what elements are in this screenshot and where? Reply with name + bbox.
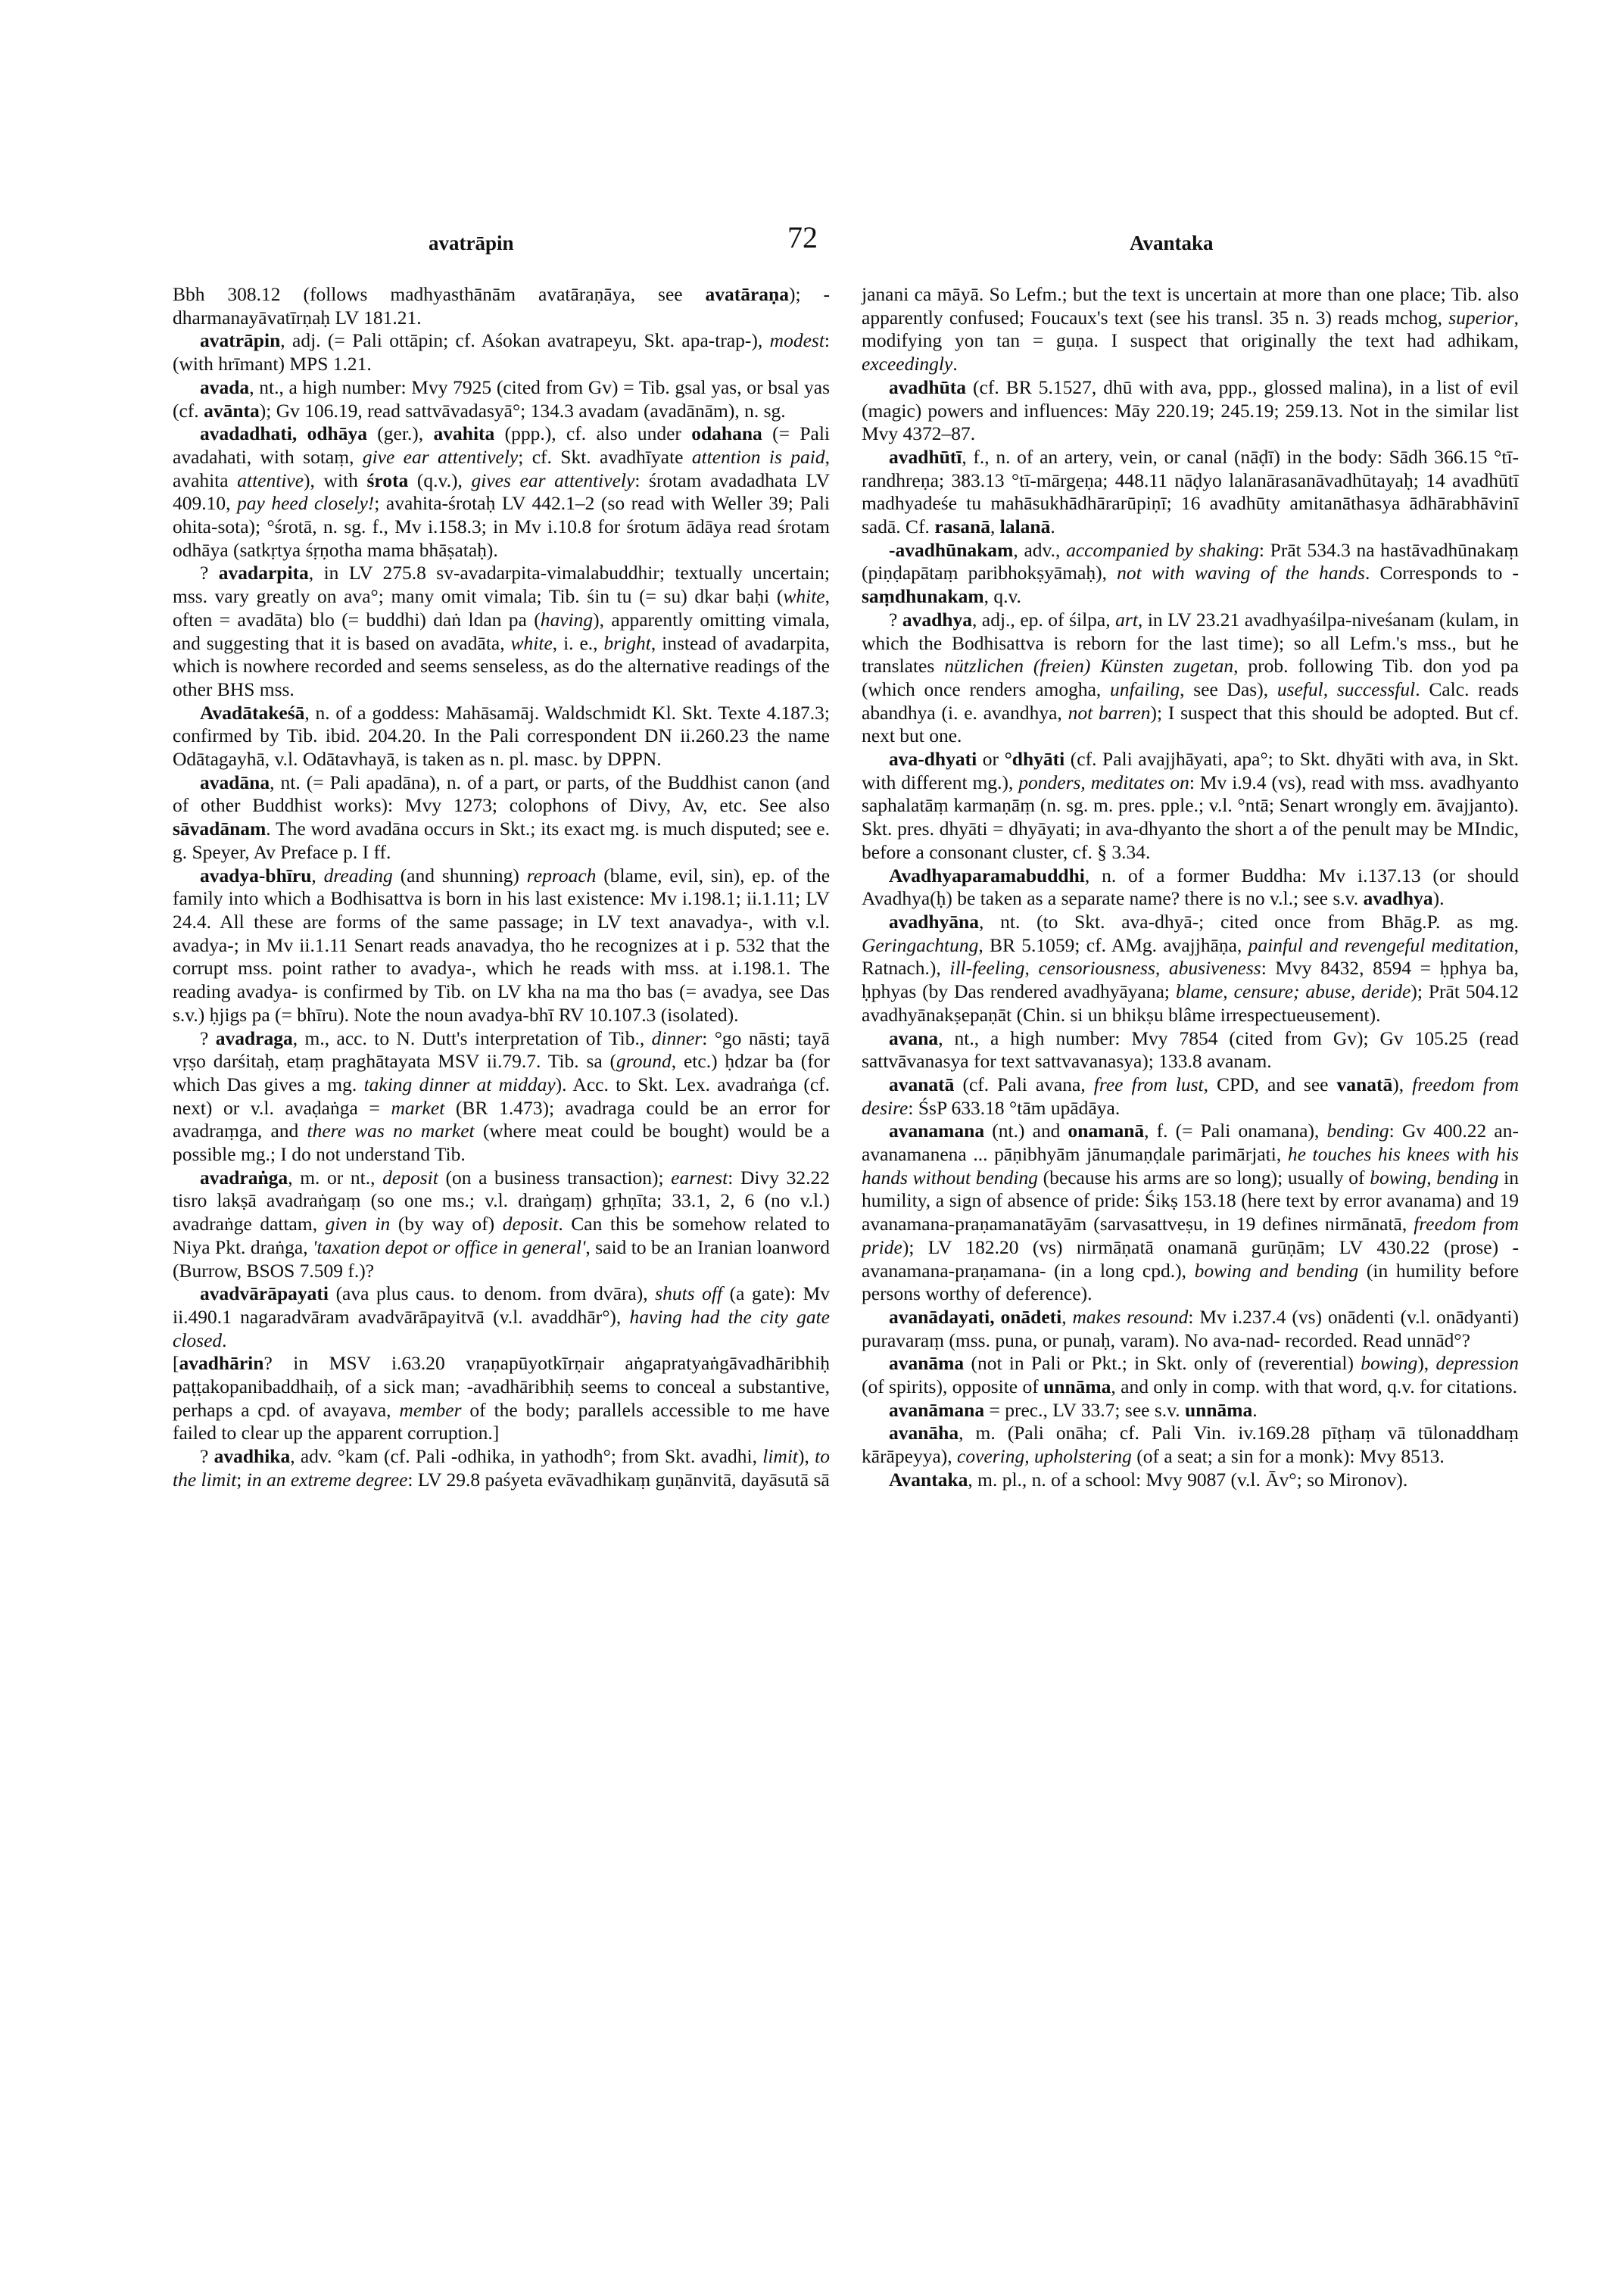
headword: avadya-bhīru <box>200 864 312 886</box>
entry-text: , nt. (to Skt. ava-dhyā-; cited once from Bhāg.P. as mg. <box>979 910 1519 933</box>
gloss-italic: accompanied by shaking <box>1066 538 1259 561</box>
entry-text: . Corresponds to <box>1364 562 1513 584</box>
entry-text: (by way of) <box>390 1213 503 1235</box>
entry-text: (of a seat; a sin for a monk): Mvy 8513. <box>1131 1445 1445 1468</box>
headword: avadhārin <box>179 1352 264 1375</box>
gloss-italic: to the limit <box>173 1445 830 1491</box>
dictionary-entry <box>862 865 1519 911</box>
entry-text: (cf. Pali avana, <box>954 1073 1094 1095</box>
gloss-italic: reproach <box>526 864 597 886</box>
headword: avanāma <box>889 1352 965 1375</box>
dictionary-entry <box>862 1027 1519 1073</box>
headword: lalanā <box>999 516 1051 538</box>
gloss-italic: having <box>540 608 594 631</box>
entry-text: . Calc. reads abandhya (i. e. avandhya, <box>862 678 1519 724</box>
gloss-italic: depression <box>1435 1352 1519 1375</box>
header-first-headword: avatrāpin <box>429 232 514 254</box>
gloss-italic: give ear attentively <box>362 445 519 468</box>
headword: vanatā <box>1336 1073 1393 1095</box>
gloss-italic: attentive <box>237 469 304 491</box>
entry-text: , <box>311 864 324 886</box>
headword: Avadātakeśā <box>200 701 305 724</box>
headword: avana <box>889 1027 939 1049</box>
gloss-italic: bright <box>603 631 651 654</box>
gloss-italic: shuts off <box>655 1282 723 1305</box>
entry-text: , i. e., <box>552 631 604 654</box>
entry-text: ); Prāt 504.12 avadhyānakṣepaṇāt (Chin. si un bhikṣu blâme irrespectueusement). <box>862 980 1519 1026</box>
entry-text: , see Das), <box>1180 678 1277 700</box>
entry-text: , modifying yon tan = guṇa. I suspect that originally the text had adhikam, <box>862 306 1519 352</box>
dictionary-entry <box>173 865 830 1027</box>
headword: unnāma <box>1043 1375 1111 1398</box>
headword: °dhyāti <box>1004 748 1065 771</box>
entry-text: ), apparently omitting vimala, and suggesting that it is based on avadāta, <box>173 608 830 654</box>
left-column <box>173 283 830 1492</box>
dictionary-entry <box>862 446 1519 539</box>
gloss-italic: dreading <box>323 864 393 886</box>
entry-text: , prob. following Tib. don yod pa (which once renders amogha, <box>862 655 1519 700</box>
gloss-italic: ponders, meditates on <box>1018 771 1189 793</box>
headword: avadhya <box>902 608 972 631</box>
entry-text: (= Pali avadahati, with sotaṃ, <box>173 422 831 468</box>
dictionary-entry <box>862 911 1519 1027</box>
entry-text: : Divy 32.22 tisro lakṣā avadraṅgaṃ (so one ms.; v.l. draṅgaṃ) gṛhṇīta; 33.1, 2, 6 (no v.l.) avadraṅge dattam, <box>173 1166 830 1235</box>
entry-text: : Gv 400.22 an-avanamanena ... pāṇibhyām jānumaṇḍale parimārjati, <box>862 1120 1519 1166</box>
headword: avadhya <box>1363 887 1433 910</box>
dictionary-entry <box>173 422 830 562</box>
entry-text: , in LV 23.21 avadhyaśilpa-niveśanam (kulam, in which the Bodhisattva is reborn for the last time); so all Lefm.'s mss., but he translates <box>862 608 1519 678</box>
entry-text: ), <box>798 1445 815 1468</box>
running-header <box>0 220 1624 265</box>
dictionary-entry <box>862 376 1519 446</box>
entry-text: (cf. BR 5.1527, dhū with ava, ppp., glossed malina), in a list of evil (magic) powers and influences: Māy 220.19; 245.19; 259.13. Not in the similar list Mvy 4372–87. <box>862 375 1519 445</box>
entry-text: (nt.) and <box>984 1120 1068 1142</box>
entry-text: : Mv i.237.4 (vs) onādenti (v.l. onādyanti) puravaraṃ (mss. puna, or punaḥ, varam). No ava-nad- recorded. Read unnād°? <box>862 1305 1520 1351</box>
headword: avanamana <box>889 1120 985 1142</box>
entry-text: ? <box>889 608 902 631</box>
entry-text: ); I suspect that this should be adopted. But cf. next but one. <box>862 701 1519 747</box>
dictionary-entry <box>862 1399 1519 1422</box>
headword: śrota <box>366 469 409 491</box>
entry-text: (where meat could be bought) would be a possible mg.; I do not understand Tib. <box>173 1120 830 1166</box>
entry-text: [ <box>173 1352 179 1375</box>
entry-text: , m. pl., n. of a school: Mvy 9087 (v.l. Āv°; so Mironov). <box>968 1468 1408 1491</box>
entry-text: (of spirits), opposite of <box>862 1375 1044 1398</box>
entry-text: : Mv i.9.4 (vs), read with mss. avadhyanto saphalatāṃ karmaṇāṃ (n. sg. m. pres. pple.; v.l. °ntā; Senart wrongly em. āvajjanto). Skt. pres. dhyāti = dhyāyati; in ava-dhyanto the short a of the penult may be MIndic, before a consonant cluster, cf. § 3.34. <box>862 771 1520 863</box>
gloss-italic: bowing and bending <box>1194 1259 1359 1282</box>
gloss-italic: attention is paid <box>691 445 825 468</box>
headword: avadraga <box>215 1027 293 1049</box>
headword: avanatā <box>889 1073 955 1095</box>
headword: avanāmana <box>889 1398 985 1421</box>
dictionary-entry <box>173 329 830 375</box>
entry-text: (because his arms are so long); usually of <box>1037 1166 1370 1189</box>
dictionary-entry <box>862 1120 1519 1306</box>
entry-text: ? in MSV i.63.20 vraṇapūyotkīrṇair aṅgapratyaṅgāvadhāribhiḥ paṭṭakopanibaddhaiḥ, of a sick man; -avadhāribhiḥ seems to conceal a substantive, perhaps a cpd. of avayava, <box>173 1352 830 1421</box>
headword: avadarpita <box>218 562 309 584</box>
gloss-italic: in an extreme degree <box>246 1468 408 1491</box>
entry-text: ); -dharmanayāvatīrṇaḥ LV 181.21. <box>173 283 830 329</box>
entry-text: , <box>990 516 1000 538</box>
headword: avadhūtī <box>889 445 962 468</box>
gloss-italic: makes resound <box>1072 1305 1189 1328</box>
entry-text: or <box>977 748 1005 771</box>
entry-text: , Ratnach.), <box>862 933 1519 980</box>
gloss-italic: art <box>1115 608 1138 631</box>
gloss-italic: there was no market <box>307 1120 475 1142</box>
gloss-italic: market <box>391 1096 445 1119</box>
dictionary-entry <box>173 376 830 422</box>
headword: avatrāpin <box>200 329 281 352</box>
gloss-italic: unfailing <box>1110 678 1180 700</box>
entry-text: , and only in comp. with that word, q.v. for citations. <box>1111 1375 1518 1398</box>
entry-text: , adv., <box>1013 538 1067 561</box>
entry-text: , nt. (= Pali apadāna), n. of a part, or parts, of the Buddhist canon (and of other Buddhist works): Mvy 1273; colophons of Divy, Av, etc. See also <box>173 771 830 817</box>
gloss-italic: covering, upholstering <box>957 1445 1132 1468</box>
entry-text: , adv. °kam (cf. Pali -odhika, in yathodh°; from Skt. avadhi, <box>290 1445 763 1468</box>
dictionary-entry <box>862 283 1519 376</box>
entry-text: . <box>222 1329 227 1351</box>
entry-text: : śrotam avadadhata LV 409.10, <box>173 469 830 515</box>
gloss-italic: free from lust <box>1093 1073 1204 1095</box>
headword: avānta <box>204 399 260 422</box>
entry-text: = prec., LV 33.7; see s.v. <box>984 1398 1185 1421</box>
headword: avadāna <box>200 771 270 793</box>
entry-text: . <box>952 353 958 375</box>
dictionary-entry <box>173 283 830 329</box>
gloss-italic: bowing, bending <box>1370 1166 1499 1189</box>
gloss-italic: nützlichen (freien) Künsten zugetan <box>944 655 1234 678</box>
entry-text: ); LV 182.20 (vs) nirmāṇatā onamanā gurūṇām; LV 430.22 (prose) -avanamana-praṇamana- (in a long cpd.), <box>862 1235 1519 1282</box>
dictionary-entry <box>862 1352 1519 1398</box>
entry-text: , said to be an Iranian loanword (Burrow, BSOS 7.509 f.)? <box>173 1235 830 1282</box>
entry-text: , q.v. <box>983 585 1021 608</box>
headword: avadraṅga <box>200 1166 288 1189</box>
entry-text: in humility, a sign of absence of pride: Śikṣ 153.18 (here text by error avanama) and 19 avanamana-praṇamanatāyām (sarvasattveṣu, in 19 defines nirmānatā, <box>862 1166 1520 1235</box>
dictionary-entry <box>862 539 1519 609</box>
entry-text: (a gate): Mv ii.490.1 nagaradvāram avadvārāpayitvā (v.l. avaddhār°), <box>173 1282 831 1328</box>
gloss-italic: painful and revengeful meditation <box>1248 933 1514 956</box>
dictionary-entry <box>173 1282 830 1352</box>
entry-text: . <box>1050 516 1055 538</box>
entry-text: ; avahita-śrotaḥ LV 442.1–2 (so read with Weller 39; Pali ohita-sota); °śrotā, n. sg. f., Mv i.158.3; in Mv i.10.8 for śrotum ādāya read śrotam odhāya (satkṛtya śṛṇotha mama bhāṣataḥ). <box>173 492 830 561</box>
entry-text: (and shunning) <box>392 864 527 886</box>
entry-text: (ava plus caus. to denom. from dvāra), <box>329 1282 656 1305</box>
entry-text: of the body; parallels accessible to me have failed to clear up the apparent corruption.] <box>173 1398 830 1444</box>
gloss-italic: gives ear attentively <box>471 469 635 491</box>
entry-text: ? <box>200 562 219 584</box>
headword: avadadhati, odhāya <box>200 422 367 445</box>
entry-text: : LV 29.8 paśyeta evāvadhikaṃ guṇānvitā, dayāsutā sā <box>407 1468 830 1491</box>
gloss-italic: useful, successful <box>1276 678 1416 700</box>
headword: unnāma <box>1184 1398 1253 1421</box>
entry-text: ; <box>236 1468 247 1491</box>
gloss-italic: blame, censure; abuse, deride <box>1175 980 1411 1003</box>
dictionary-entry <box>173 702 830 771</box>
headword: -saṃdhunakam <box>862 562 1519 608</box>
gloss-italic: freedom from desire <box>862 1073 1519 1119</box>
dictionary-entry <box>862 609 1519 748</box>
entry-text: , CPD, and see <box>1203 1073 1337 1095</box>
right-column <box>862 283 1519 1492</box>
headword: avadvārāpayati <box>200 1282 329 1305</box>
entry-text: , adj., ep. of śilpa, <box>971 608 1116 631</box>
gloss-italic: bending <box>1326 1120 1389 1142</box>
entry-text: : ŚsP 633.18 °tām upādāya. <box>908 1096 1121 1119</box>
headword: ava-dhyati <box>889 748 977 771</box>
gloss-italic: dinner <box>651 1027 703 1049</box>
headword: -avadhūnakam <box>889 538 1014 561</box>
gloss-italic: ill-feeling, censoriousness, abusiveness <box>949 957 1261 980</box>
headword: avahita <box>433 422 495 445</box>
headword: avatāraṇa <box>705 283 789 305</box>
gloss-italic: having had the city gate closed <box>173 1305 830 1351</box>
entry-text: : Prāt 534.3 na hastāvadhūnakaṃ (piṇḍapātaṃ paribhokṣyāmaḥ), <box>862 538 1519 584</box>
headword: avanādayati, onādeti <box>889 1305 1062 1328</box>
headword: avada <box>200 375 250 398</box>
headword: rasanā <box>934 516 990 538</box>
entry-text: (q.v.), <box>408 469 472 491</box>
entry-text: , m. (Pali onāha; cf. Pali Vin. iv.169.28 pīṭhaṃ vā tūlonaddhaṃ kārāpeyya), <box>862 1422 1519 1468</box>
headword: avanāha <box>889 1422 959 1444</box>
gloss-italic: superior <box>1448 306 1514 329</box>
dictionary-entry <box>173 1445 830 1491</box>
dictionary-entry <box>862 1306 1519 1352</box>
entry-text: , nt., a high number: Mvy 7854 (cited from Gv); Gv 105.25 (read sattvāvanasya for text sattvavanasya); 133.8 avanam. <box>862 1027 1519 1073</box>
gloss-italic: white <box>783 585 825 608</box>
entry-text: : °go nāsti; tayā vṛṣo darśitaḥ, etaṃ praghātayata MSV ii.79.7. Tib. sa ( <box>173 1027 830 1073</box>
entry-text: , often = avadāta) blo (= buddhi) daṅ ldan pa ( <box>173 585 830 631</box>
entry-text: (ger.), <box>366 422 434 445</box>
entry-text: , m., acc. to N. Dutt's interpretation of Tib., <box>292 1027 652 1049</box>
entry-text: , adj. (= Pali ottāpin; cf. Aśokan avatrapeyu, Skt. apa-trap-), <box>280 329 770 352</box>
entry-text: (BR 1.473); avadraga could be an error for avadraṃga, and <box>173 1096 831 1142</box>
dictionary-entry <box>862 1422 1519 1468</box>
gloss-italic: bowing <box>1361 1352 1418 1375</box>
entry-text: (on a business transaction); <box>438 1166 672 1189</box>
gloss-italic: he touches his knees with his hands without bending <box>862 1143 1519 1189</box>
dictionary-entry <box>862 1469 1519 1492</box>
entry-text: , <box>1061 1305 1073 1328</box>
entry-text: , BR 5.1059; cf. AMg. avajjhāṇa, <box>978 933 1248 956</box>
gloss-italic: freedom from pride <box>862 1213 1519 1258</box>
gloss-italic: Geringachtung <box>862 933 979 956</box>
gloss-italic: pay heed closely! <box>237 492 375 515</box>
entry-text: ). Acc. to Skt. Lex. avadraṅga (cf. next) or v.l. avaḍaṅga = <box>173 1073 831 1119</box>
gloss-italic: taking dinner at midday <box>363 1073 556 1095</box>
gloss-italic: not with waving of the hands <box>1117 562 1365 584</box>
entry-text: , n. of a former Buddha: Mv i.137.13 (or should Avadhya(ḥ) be taken as a separate name? there is no v.l.; see s.v. <box>862 864 1519 910</box>
entry-text: ); Gv 106.19, read sattvāvadasyā°; 134.3 avadam (avadānām), n. sg. <box>259 399 786 422</box>
entry-text: ), with <box>304 469 367 491</box>
gloss-italic: white <box>510 631 553 654</box>
dictionary-entry <box>862 748 1519 865</box>
page-number: 72 <box>787 220 818 254</box>
headword: avadhika <box>214 1445 291 1468</box>
gloss-italic: not barren <box>1068 701 1151 724</box>
headword: Avadhyaparamabuddhi <box>889 864 1085 886</box>
entry-text: , avahita <box>173 445 830 491</box>
entry-text: janani ca māyā. So Lefm.; but the text is uncertain at more than one place; Tib. also apparently confused; Foucaux's text (see his transl. 35 n. 3) reads mchog, <box>862 283 1519 329</box>
dictionary-entry <box>173 1167 830 1283</box>
gloss-italic: given in <box>325 1213 391 1235</box>
entry-text: (ppp.), cf. also under <box>494 422 692 445</box>
entry-text: Bbh 308.12 (follows madhyasthānām avatāraṇāya, see <box>173 283 706 305</box>
headword: Avantaka <box>889 1468 968 1491</box>
entry-text: , in LV 275.8 sv-avadarpita-vimalabuddhir; textually uncertain; mss. vary greatly on ava°; many omit vimala; Tib. śin tu (= su) dkar baḥi ( <box>173 562 830 608</box>
entry-text: . <box>1252 1398 1258 1421</box>
headword: onamanā <box>1068 1120 1145 1142</box>
dictionary-entry <box>173 771 830 865</box>
gloss-italic: ground <box>616 1050 672 1073</box>
headword: avadhyāna <box>889 910 980 933</box>
header-last-headword: Avantaka <box>1130 232 1214 254</box>
entry-text: . The word avadāna occurs in Skt.; its exact mg. is much disputed; see e. g. Speyer, Av Preface p. I ff. <box>173 818 830 863</box>
entry-text: ), <box>1392 1073 1413 1095</box>
entry-text: : Mvy 8432, 8594 = ḥphya ba, ḥphyas (by Das rendered avadhyāyana; <box>862 957 1520 1003</box>
gloss-italic: member <box>399 1398 462 1421</box>
gloss-italic: deposit <box>502 1213 559 1235</box>
entry-text: ). <box>1432 887 1445 910</box>
dictionary-entry <box>173 1352 830 1445</box>
entry-text: ? <box>200 1445 214 1468</box>
gloss-italic: deposit <box>382 1166 438 1189</box>
entry-text: . Can this be somehow related to Niya Pkt. draṅga, <box>173 1213 831 1258</box>
entry-text: : (with hrīmant) MPS 1.21. <box>173 329 830 375</box>
entry-text: , m. or nt., <box>288 1166 383 1189</box>
entry-text: , etc.) ḥdzar ba (for which Das gives a mg. <box>173 1050 830 1095</box>
gloss-italic: exceedingly <box>862 353 953 375</box>
headword: sāvadānam <box>173 818 267 840</box>
dictionary-entry <box>173 562 830 701</box>
entry-text: , n. of a goddess: Mahāsamāj. Waldschmidt Kl. Skt. Texte 4.187.3; confirmed by Tib. ibid. 204.20. In the Pali correspondent DN ii.260.23 the name Odātagayhā, v.l. Odātavhayā, is taken as n. pl. masc. by DPPN. <box>173 701 830 771</box>
entry-text: ? <box>200 1027 216 1049</box>
entry-text: (not in Pali or Pkt.; in Skt. only of (reverential) <box>964 1352 1361 1375</box>
entry-text: , f. (= Pali onamana), <box>1144 1120 1327 1142</box>
entry-text: ), <box>1417 1352 1436 1375</box>
dictionary-entry <box>862 1073 1519 1120</box>
entry-text: ; cf. Skt. avadhīyate <box>518 445 692 468</box>
headword: odahana <box>691 422 762 445</box>
entry-text: , instead of avadarpita, which is nowhere recorded and seems senseless, as do the alternative readings of the other BHS mss. <box>173 631 830 700</box>
gloss-italic: earnest <box>671 1166 728 1189</box>
gloss-italic: 'taxation depot or office in general' <box>313 1235 586 1258</box>
entry-text: (in humility before persons worthy of deference). <box>862 1259 1520 1305</box>
entry-text: (cf. Pali avajjhāyati, apa°; to Skt. dhyāti with ava, in Skt. with different mg.), <box>862 748 1519 793</box>
gloss-italic: limit <box>762 1445 799 1468</box>
entry-text: , nt., a high number: Mvy 7925 (cited from Gv) = Tib. gsal yas, or bsal yas (cf. <box>173 375 830 422</box>
entry-text: (blame, evil, sin), ep. of the family into which a Bodhisattva is born in his last existence: Mv i.198.1; ii.1.11; LV 24.4. All these are forms of the same passage; in LV text anavadya-, with v.l. avadya-; in Mv ii.1.11 Senart reads anavadya, tho he recognizes at i p. 532 that the corrupt mss. point rather to avadya-, which he reads with mss. at i.198.1. The reading avadya- is confirmed by Tib. on LV kha na ma tho bas (= avadya, see Das s.v.) ḥjigs pa (= bhīru). Note the noun avadya-bhī RV 10.107.3 (isolated). <box>173 864 831 1026</box>
entry-text: , f., n. of an artery, vein, or canal (nāḍī) in the body: Sādh 366.15 °tī-randhreṇa; 383.13 °tī-mārgeṇa; 448.11 nāḍyo lalanārasanāvadhūtayaḥ; 14 avadhūtī madhyadeśe tu mahāsukhādhārarūpiṇī; 16 avadhūty amitanāthasya ādhārabhāvinī sadā. Cf. <box>862 445 1519 538</box>
gloss-italic: modest <box>769 329 824 352</box>
dictionary-entry <box>173 1027 830 1167</box>
headword: avadhūta <box>889 375 967 398</box>
